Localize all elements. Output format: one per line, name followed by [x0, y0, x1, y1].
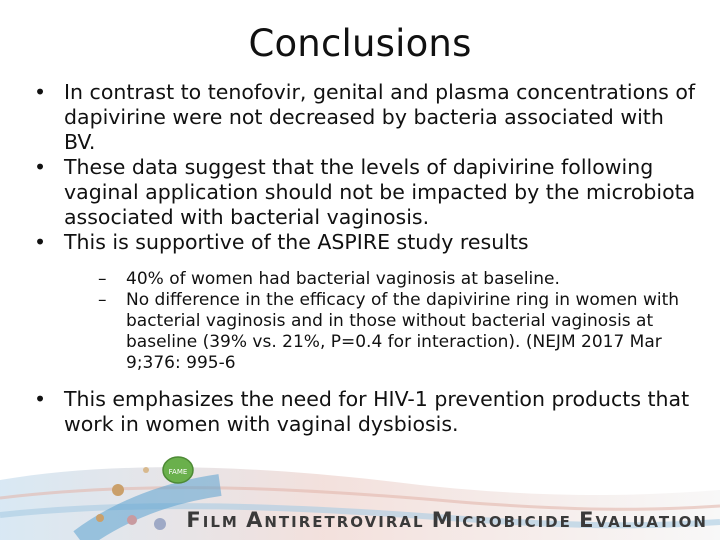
- bullet-3-text: This is supportive of the ASPIRE study results: [64, 230, 529, 254]
- bullet-dot-icon: •: [34, 387, 47, 411]
- bullet-2: [28, 155, 698, 230]
- sub-bullet-2-text: No difference in the efficacy of the dapivirine ring in women with bacterial vaginosis and in those without bacterial vaginosis at baseline (39% vs. 21%, P=0.4 for interaction). (NEJM 2017 Mar 9;376: 995-6: [126, 290, 680, 373]
- footer-word-2-cap: A: [246, 508, 265, 532]
- footer-word-3-rest: ICROBICIDE: [454, 513, 572, 531]
- bullet-4: [28, 387, 698, 437]
- bullet-1: [28, 80, 698, 155]
- bullet-3: [28, 230, 698, 255]
- footer-title: [186, 508, 708, 532]
- footer-word-4-rest: VALUATION: [595, 513, 708, 531]
- sub-bullet-1: [98, 269, 698, 290]
- bullet-2-text: These data suggest that the levels of dapivirine following vaginal application should not be impacted by the microbiota associated with bacterial vaginosis.: [64, 155, 696, 229]
- dash-icon: –: [98, 290, 107, 310]
- footer-word-3-cap: M: [431, 508, 455, 532]
- bullet-dot-icon: •: [34, 80, 47, 104]
- sub-bullets: [28, 269, 698, 374]
- slide-title: Conclusions: [248, 22, 472, 65]
- slide-body: [28, 80, 698, 437]
- sub-bullet-2: [98, 290, 698, 374]
- footer-word-1-rest: ILM: [202, 513, 239, 531]
- sub-bullet-1-text: 40% of women had bacterial vaginosis at baseline.: [126, 269, 560, 289]
- footer-word-4-cap: E: [579, 508, 596, 532]
- footer-word-1-cap: F: [186, 508, 203, 532]
- bullet-dot-icon: •: [34, 155, 47, 179]
- bullet-4-text: This emphasizes the need for HIV-1 prevention products that work in women with vaginal dysbiosis.: [64, 387, 690, 436]
- footer-banner: [0, 440, 720, 540]
- dash-icon: –: [98, 269, 107, 289]
- fame-logo-text: FAME: [168, 468, 188, 476]
- bullet-1-text: In contrast to tenofovir, genital and plasma concentrations of dapivirine were not decreased by bacteria associated with BV.: [64, 80, 696, 154]
- bullet-dot-icon: •: [34, 230, 47, 254]
- footer-word-2-rest: NTIRETROVIRAL: [264, 513, 425, 531]
